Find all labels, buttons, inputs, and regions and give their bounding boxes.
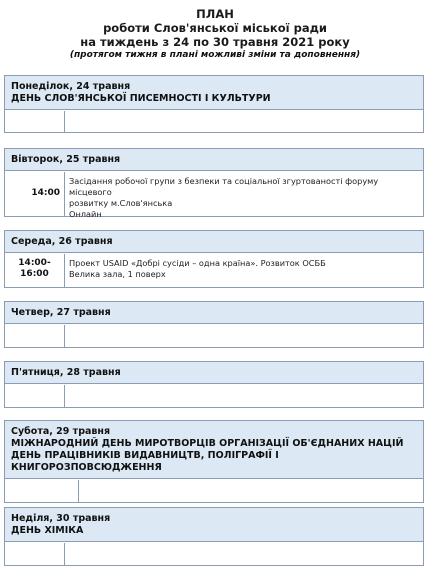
plan-header <box>0 0 430 62</box>
day-observance: ДЕНЬ ХІМІКА <box>11 525 84 536</box>
day-date: Четвер, 27 травня <box>11 307 111 318</box>
event-description <box>65 325 423 347</box>
event-description <box>65 172 423 219</box>
day-date: Вівторок, 25 травня <box>11 154 121 165</box>
day-observance: МІЖНАРОДНИЙ ДЕНЬ МИРОТВОРЦІВ ОРГАНІЗАЦІЇ ОБ'ЄДНАНИХ НАЦІЙ <box>11 438 404 449</box>
event-line: Проект USAID «Добрі сусіди – одна країна». Розвиток ОСББ <box>69 258 326 268</box>
plan-title: ПЛАН <box>196 7 234 21</box>
day-title <box>5 508 423 542</box>
day-date: Понеділок, 24 травня <box>11 81 131 92</box>
day-date: Неділя, 30 травня <box>11 513 111 524</box>
event-time <box>5 325 65 347</box>
day-title <box>5 149 423 171</box>
event-row-empty <box>5 110 423 132</box>
event-description <box>65 543 423 565</box>
event-row-empty <box>5 324 423 347</box>
day-monday <box>4 75 424 133</box>
event-description <box>65 254 423 287</box>
event-row-empty <box>5 479 423 502</box>
day-date: Середа, 26 травня <box>11 236 113 247</box>
event-description <box>65 385 423 407</box>
event-line: Онлайн <box>69 209 102 219</box>
event-time <box>5 111 65 132</box>
day-title <box>5 76 423 110</box>
event-time: 14:00- 16:00 <box>5 254 65 287</box>
day-date: П'ятниця, 28 травня <box>11 367 121 378</box>
event-row <box>5 171 423 219</box>
day-observance: ДЕНЬ ПРАЦІВНИКІВ ВИДАВНИЦТВ, ПОЛІГРАФІЇ І КНИГОРОЗПОВСЮДЖЕННЯ <box>11 450 279 473</box>
event-description <box>79 480 423 502</box>
event-time <box>5 480 79 502</box>
event-line: Велика зала, 1 поверх <box>69 269 166 279</box>
day-title <box>5 302 423 324</box>
event-row-empty <box>5 542 423 565</box>
event-row <box>5 253 423 287</box>
day-thursday <box>4 301 424 348</box>
plan-period: на тиждень з 24 по 30 травня 2021 року <box>80 35 350 49</box>
event-description <box>65 111 423 132</box>
event-row-empty <box>5 384 423 407</box>
event-time <box>5 385 65 407</box>
event-time: 14:00 <box>5 172 65 216</box>
event-line: Засідання робочої групи з безпеки та соціальної згуртованості форуму місцевого <box>69 176 379 197</box>
plan-subtitle: роботи Слов'янської міської ради <box>103 21 327 35</box>
day-title <box>5 362 423 384</box>
day-tuesday <box>4 148 424 217</box>
day-date: Субота, 29 травня <box>11 426 111 437</box>
day-title <box>5 231 423 253</box>
day-sunday <box>4 507 424 566</box>
day-saturday <box>4 420 424 503</box>
day-title <box>5 421 423 479</box>
day-friday <box>4 361 424 408</box>
day-observance: ДЕНЬ СЛОВ'ЯНСЬКОЇ ПИСЕМНОСТІ І КУЛЬТУРИ <box>11 93 271 104</box>
plan-note: (протягом тижня в плані можливі зміни та доповнення) <box>69 50 361 60</box>
event-line: розвитку м.Слов'янська <box>69 198 173 208</box>
event-time <box>5 543 65 565</box>
day-wednesday <box>4 230 424 288</box>
